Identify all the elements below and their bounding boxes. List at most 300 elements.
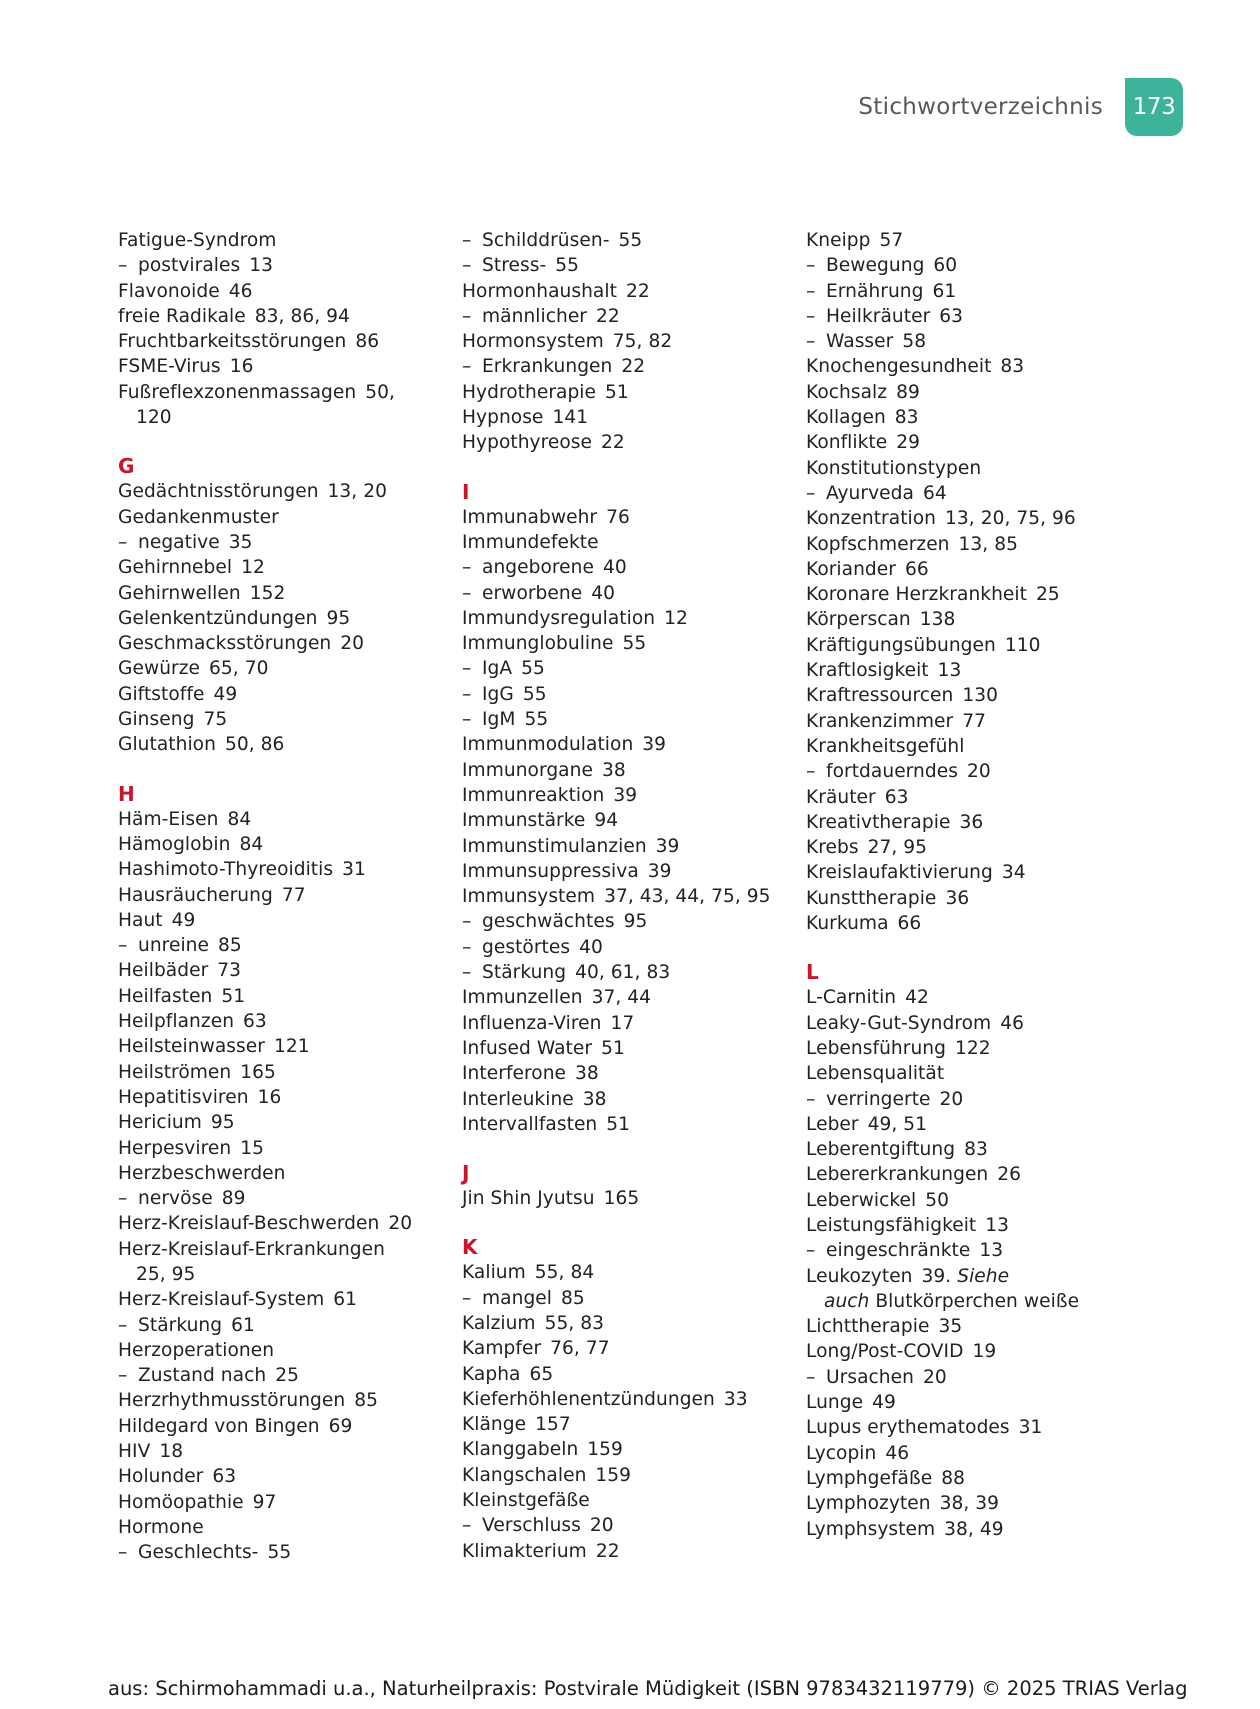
index-term: Konzentration: [806, 508, 937, 530]
index-entry: [462, 530, 802, 555]
index-entry: [806, 1339, 1166, 1364]
index-subentry: [462, 354, 802, 379]
index-entry: [806, 1061, 1166, 1086]
index-term: Immunstimulanzien: [462, 835, 647, 857]
page-references: 86: [355, 331, 380, 353]
index-entry: [118, 1515, 458, 1540]
page-references: 73: [217, 960, 242, 982]
index-entry: [462, 631, 802, 656]
index-term: Kampfer: [462, 1338, 542, 1360]
index-term: Ernährung: [826, 280, 924, 302]
index-entry: [806, 557, 1166, 582]
index-entry: [462, 380, 802, 405]
index-entry: [806, 1188, 1166, 1213]
page-references: 17: [610, 1012, 635, 1034]
section-title: Stichwortverzeichnis: [858, 94, 1103, 120]
index-term: Immunsystem: [462, 886, 596, 908]
page-references: 122: [954, 1037, 991, 1059]
page-references: 63: [939, 305, 964, 327]
index-entry: [462, 405, 802, 430]
index-term: Kieferhöhlenentzündungen: [462, 1388, 715, 1410]
index-entry: [118, 1237, 458, 1262]
index-continuation: [806, 1289, 1166, 1314]
page-references: 13: [985, 1214, 1010, 1236]
index-term: nervöse: [138, 1188, 213, 1210]
index-term: Geschlechts-: [138, 1542, 259, 1564]
index-entry: [462, 329, 802, 354]
index-term: Haut: [118, 909, 163, 931]
index-term: Heilströmen: [118, 1061, 232, 1083]
index-term: gestörtes: [482, 936, 571, 958]
index-term: Knochengesundheit: [806, 356, 992, 378]
index-term: Kochsalz: [806, 381, 888, 403]
index-term: Heilpflanzen: [118, 1011, 235, 1033]
page-references: 55: [622, 633, 647, 655]
index-term: Herz-Kreislauf-Erkrankungen: [118, 1238, 385, 1260]
page-references: 39.: [921, 1265, 952, 1287]
page-references: 95: [210, 1112, 235, 1134]
index-subentry: [806, 1365, 1166, 1390]
page-references: 36: [959, 811, 984, 833]
index-term: Lymphgefäße: [806, 1467, 933, 1489]
index-term: Fußreflexzonenmassagen: [118, 381, 357, 403]
page-references: 83: [1000, 356, 1025, 378]
page-references: 58: [902, 331, 927, 353]
index-subentry: [462, 960, 802, 985]
page-references: 66: [897, 913, 922, 935]
index-subentry: [462, 228, 802, 253]
index-term: Immunorgane: [462, 759, 593, 781]
index-term: mangel: [482, 1287, 552, 1309]
page-references: 37, 43, 44, 75, 95: [604, 886, 771, 908]
page-references: 76: [606, 506, 630, 528]
index-term: Hashimoto-Thyreoiditis: [118, 859, 334, 881]
page-references: 165: [603, 1188, 640, 1210]
index-entry: [118, 958, 458, 983]
page-references: 38: [575, 1063, 599, 1085]
page-references: 55, 84: [534, 1262, 595, 1284]
index-entry: [806, 709, 1166, 734]
index-column-1: [118, 228, 458, 1566]
index-subentry: [118, 530, 458, 555]
index-entry: [806, 633, 1166, 658]
index-term: Influenza-Viren: [462, 1012, 602, 1034]
index-entry: [462, 1186, 802, 1211]
index-entry: [462, 279, 802, 304]
index-entry: [118, 228, 458, 253]
page-references: 25: [275, 1365, 299, 1387]
index-continuation: [118, 1262, 458, 1287]
index-term: Kalzium: [462, 1312, 536, 1334]
index-term: Fatigue-Syndrom: [118, 230, 277, 251]
page-references: 159: [587, 1439, 623, 1461]
page-references: 42: [905, 987, 929, 1009]
index-entry: [806, 1036, 1166, 1061]
index-term: Lymphsystem: [806, 1518, 936, 1540]
index-entry: [118, 1414, 458, 1439]
page-references: 31: [1018, 1417, 1043, 1439]
index-term: Kurkuma: [806, 913, 889, 935]
index-entry: [806, 810, 1166, 835]
index-term: Kräuter: [806, 786, 876, 808]
index-entry: [806, 1264, 1166, 1289]
page-references: 46: [885, 1442, 910, 1464]
index-term: Hildegard von Bingen: [118, 1415, 320, 1437]
index-entry: [118, 908, 458, 933]
index-term: Herz-Kreislauf-Beschwerden: [118, 1213, 380, 1235]
index-term: Immunsuppressiva: [462, 860, 639, 882]
index-entry: [806, 734, 1166, 759]
page-references: 55: [522, 683, 547, 705]
index-term: Kneipp: [806, 230, 871, 251]
see-also-marker: auch: [824, 1290, 870, 1312]
index-entry: [806, 1314, 1166, 1339]
index-term: Interleukine: [462, 1088, 574, 1110]
index-term: Hämoglobin: [118, 833, 231, 855]
index-subentry: [118, 1363, 458, 1388]
index-column-3: [806, 228, 1166, 1542]
index-letter-heading: G: [118, 454, 135, 479]
index-entry: [118, 279, 458, 304]
page-references: 49: [171, 909, 196, 931]
index-subentry: [806, 304, 1166, 329]
index-term: IgG: [482, 683, 514, 705]
index-entry: [806, 506, 1166, 531]
page-references: 57: [879, 230, 904, 251]
page-references: 63: [212, 1466, 237, 1488]
index-entry: [806, 911, 1166, 936]
index-entry: [806, 1162, 1166, 1187]
index-term: erworbene: [482, 582, 583, 604]
index-entry: [806, 582, 1166, 607]
index-subentry: [462, 253, 802, 278]
index-term: Stärkung: [138, 1314, 223, 1336]
page-references: 20: [922, 1366, 947, 1388]
index-entry: [118, 883, 458, 908]
page-references: 85: [354, 1390, 378, 1412]
index-term: Blutkörperchen weiße: [875, 1290, 1080, 1312]
index-entry: [118, 984, 458, 1009]
index-subentry: [118, 1313, 458, 1338]
index-term: Klanggabeln: [462, 1439, 579, 1461]
index-term: Hypnose: [462, 407, 544, 429]
index-term: negative: [138, 531, 220, 553]
page-references: 16: [229, 356, 254, 378]
index-entry: [806, 835, 1166, 860]
page-references: 65: [529, 1363, 554, 1385]
index-entry: [462, 1539, 802, 1564]
index-term: Flavonoide: [118, 280, 220, 302]
index-subentry: [118, 933, 458, 958]
index-term: Zustand nach: [138, 1365, 267, 1387]
page-references: 152: [249, 582, 286, 604]
index-entry: [118, 479, 458, 504]
index-term: Immunabwehr: [462, 506, 598, 528]
index-entry: [118, 581, 458, 606]
index-entry: [462, 1011, 802, 1036]
index-entry: [462, 1412, 802, 1437]
index-term: Heilkräuter: [826, 305, 931, 327]
index-entry: [462, 985, 802, 1010]
index-entry: [118, 1060, 458, 1085]
index-entry: [462, 884, 802, 909]
page-references: 12: [241, 557, 265, 579]
index-term: Konflikte: [806, 432, 888, 454]
index-entry: [118, 1211, 458, 1236]
page-references: 84: [239, 833, 264, 855]
page-references: 60: [933, 255, 958, 277]
index-term: Lebensqualität: [806, 1063, 945, 1085]
index-entry: [806, 785, 1166, 810]
page-references: 63: [884, 786, 909, 808]
index-entry: [806, 380, 1166, 405]
index-entry: [118, 1034, 458, 1059]
index-term: Klimakterium: [462, 1540, 587, 1562]
page-references: 22: [595, 1540, 620, 1562]
index-entry: [118, 832, 458, 857]
index-term: Lebererkrankungen: [806, 1164, 989, 1186]
index-term: Lunge: [806, 1392, 864, 1414]
index-term: Immundefekte: [462, 531, 599, 553]
index-term: freie Radikale: [118, 305, 246, 327]
index-entry: [462, 430, 802, 455]
index-term: Ursachen: [826, 1366, 914, 1388]
index-letter-heading: L: [806, 960, 819, 985]
index-entry: [806, 1466, 1166, 1491]
page-references: 55: [521, 658, 545, 680]
page-references: 55: [555, 255, 579, 277]
index-entry: [462, 1112, 802, 1137]
page-references: 97: [252, 1491, 277, 1513]
index-term: IgA: [482, 658, 513, 680]
index-entry: [118, 857, 458, 882]
index-entry: [118, 1136, 458, 1161]
index-entry: [806, 607, 1166, 632]
index-term: Gelenkentzündungen: [118, 607, 318, 629]
index-entry: [118, 606, 458, 631]
index-subentry: [462, 707, 802, 732]
index-term: Gehirnwellen: [118, 582, 241, 604]
index-subentry: [462, 909, 802, 934]
index-term: Giftstoffe: [118, 683, 205, 705]
page-references: 50: [925, 1189, 949, 1211]
index-term: postvirales: [138, 255, 241, 277]
page-references: 165: [240, 1061, 276, 1083]
page-references: 77: [281, 884, 306, 906]
index-entry: [118, 732, 458, 757]
index-entry: [806, 1390, 1166, 1415]
page-references: 13: [249, 255, 273, 277]
page-references: 95: [623, 911, 648, 933]
index-term: Holunder: [118, 1466, 204, 1488]
page-references: 36: [945, 887, 970, 909]
index-term: Hepatitisviren: [118, 1086, 249, 1108]
index-term: Lupus erythematodes: [806, 1417, 1010, 1439]
index-entry: [806, 886, 1166, 911]
index-term: Jin Shin Jyutsu: [462, 1188, 595, 1210]
index-term: Leukozyten: [806, 1265, 913, 1287]
index-continuation: [118, 405, 458, 430]
index-term: Kreislaufaktivierung: [806, 862, 993, 884]
index-term: IgM: [482, 709, 516, 731]
index-term: verringerte: [826, 1088, 931, 1110]
index-term: Immunmodulation: [462, 734, 634, 756]
page-references: 64: [922, 482, 947, 504]
index-term: Lebensführung: [806, 1037, 946, 1059]
page-header: [858, 78, 1183, 136]
index-term: Hormone: [118, 1516, 204, 1538]
index-term: Gedächtnisstörungen: [118, 481, 319, 503]
index-subentry: [806, 481, 1166, 506]
page-references: 63: [243, 1011, 267, 1033]
index-entry: [118, 1388, 458, 1413]
index-term: Intervallfasten: [462, 1113, 598, 1135]
page-references: 39: [613, 784, 638, 806]
index-entry: [462, 1488, 802, 1513]
index-term: Bewegung: [826, 255, 925, 277]
index-subentry: [806, 253, 1166, 278]
index-entry: [118, 1439, 458, 1464]
index-entry: [806, 1011, 1166, 1036]
page-references: 13, 85: [958, 533, 1018, 555]
index-entry: [462, 808, 802, 833]
index-entry: [118, 1161, 458, 1186]
index-term: Immundysregulation: [462, 607, 656, 629]
index-term: L-Carnitin: [806, 987, 897, 1009]
index-term: Homöopathie: [118, 1491, 244, 1513]
index-term: Geschmacksstörungen: [118, 633, 332, 655]
index-term: Klänge: [462, 1414, 527, 1436]
index-term: Infused Water: [462, 1037, 593, 1059]
page-references: 20: [966, 761, 991, 783]
index-columns: [0, 228, 1260, 1588]
page-references: 94: [594, 810, 619, 832]
index-letter-heading: J: [462, 1161, 470, 1186]
page-references: 25: [1035, 584, 1060, 606]
source-footer: aus: Schirmohammadi u.a., Naturheilpraxis: Postvirale Müdigkeit (ISBN 9783432119779) © 2025 TRIAS Verlag: [108, 1677, 1188, 1700]
index-term: Herzrhythmusstörungen: [118, 1390, 346, 1412]
index-term: Hericium: [118, 1112, 202, 1134]
index-term: geschwächtes: [482, 911, 615, 933]
page-references: 85: [217, 935, 242, 957]
index-term: angeborene: [482, 557, 594, 579]
index-entry: [806, 683, 1166, 708]
index-term: Körperscan: [806, 609, 911, 631]
index-entry: [118, 1338, 458, 1363]
page-references: 83, 86, 94: [254, 305, 350, 327]
page-references: 15: [240, 1137, 264, 1159]
index-entry: [118, 380, 458, 405]
page-references: 46: [228, 280, 253, 302]
page-references: 50, 86: [224, 734, 285, 756]
index-term: 25, 95: [136, 1263, 196, 1285]
page-references: 22: [621, 356, 646, 378]
page-references: 89: [221, 1188, 246, 1210]
page-references: 33: [723, 1388, 748, 1410]
index-subentry: [806, 329, 1166, 354]
index-term: Koriander: [806, 558, 896, 580]
index-entry: [462, 1437, 802, 1462]
index-term: Heilbäder: [118, 960, 209, 982]
page-references: 20: [589, 1515, 614, 1537]
index-term: Hormonhaushalt: [462, 280, 617, 302]
page-references: 49: [213, 683, 238, 705]
index-letter-heading: I: [462, 479, 470, 504]
index-term: Kalium: [462, 1262, 526, 1284]
index-entry: [806, 860, 1166, 885]
index-subentry: [806, 1238, 1166, 1263]
index-entry: [118, 656, 458, 681]
index-term: Leberentgiftung: [806, 1139, 956, 1161]
index-term: Leistungsfähigkeit: [806, 1214, 977, 1236]
index-entry: [806, 658, 1166, 683]
page-references: 19: [972, 1341, 997, 1363]
page-references: 35: [228, 531, 253, 553]
index-term: Hormonsystem: [462, 331, 604, 353]
page-references: 22: [596, 305, 620, 327]
page-references: 18: [159, 1441, 184, 1463]
index-term: Gewürze: [118, 658, 201, 680]
index-term: Gedankenmuster: [118, 506, 279, 528]
index-term: Herzbeschwerden: [118, 1162, 286, 1184]
page-references: 13: [979, 1240, 1004, 1262]
index-letter-heading: H: [118, 781, 135, 806]
index-entry: [462, 1036, 802, 1061]
index-term: FSME-Virus: [118, 356, 221, 378]
index-entry: [806, 456, 1166, 481]
page-references: 121: [273, 1036, 310, 1058]
page-references: 49: [872, 1392, 896, 1414]
index-term: Herpesviren: [118, 1137, 232, 1159]
page-references: 61: [231, 1314, 255, 1336]
page-references: 38, 39: [939, 1493, 1000, 1515]
page-references: 31: [342, 859, 366, 881]
page-references: 51: [221, 985, 246, 1007]
index-entry: [118, 354, 458, 379]
index-term: 120: [136, 407, 172, 429]
index-term: Kraftlosigkeit: [806, 660, 929, 682]
page-references: 77: [962, 710, 986, 732]
index-term: Heilfasten: [118, 985, 213, 1007]
page-references: 38: [601, 759, 626, 781]
index-term: Häm-Eisen: [118, 808, 219, 830]
index-subentry: [462, 304, 802, 329]
index-entry: [462, 1087, 802, 1112]
page-references: 75: [203, 709, 228, 731]
index-entry: [806, 1491, 1166, 1516]
index-term: Herz-Kreislauf-System: [118, 1289, 325, 1311]
index-entry: [118, 1110, 458, 1135]
index-entry: [462, 1260, 802, 1285]
page-references: 110: [1004, 634, 1041, 656]
index-entry: [462, 606, 802, 631]
index-term: Krankheitsgefühl: [806, 735, 965, 757]
page-references: 40: [591, 582, 615, 604]
page-references: 22: [625, 280, 650, 302]
page-references: 35: [938, 1316, 963, 1338]
index-subentry: [462, 1286, 802, 1311]
index-subentry: [806, 279, 1166, 304]
index-term: Konstitutionstypen: [806, 457, 982, 479]
page-references: 39: [642, 734, 667, 756]
index-term: Lichttherapie: [806, 1316, 930, 1338]
index-subentry: [806, 759, 1166, 784]
index-term: Kopfschmerzen: [806, 533, 950, 555]
page-references: 46: [1000, 1012, 1024, 1034]
index-entry: [806, 1415, 1166, 1440]
index-term: Leber: [806, 1113, 859, 1135]
index-term: Stress-: [482, 255, 547, 277]
